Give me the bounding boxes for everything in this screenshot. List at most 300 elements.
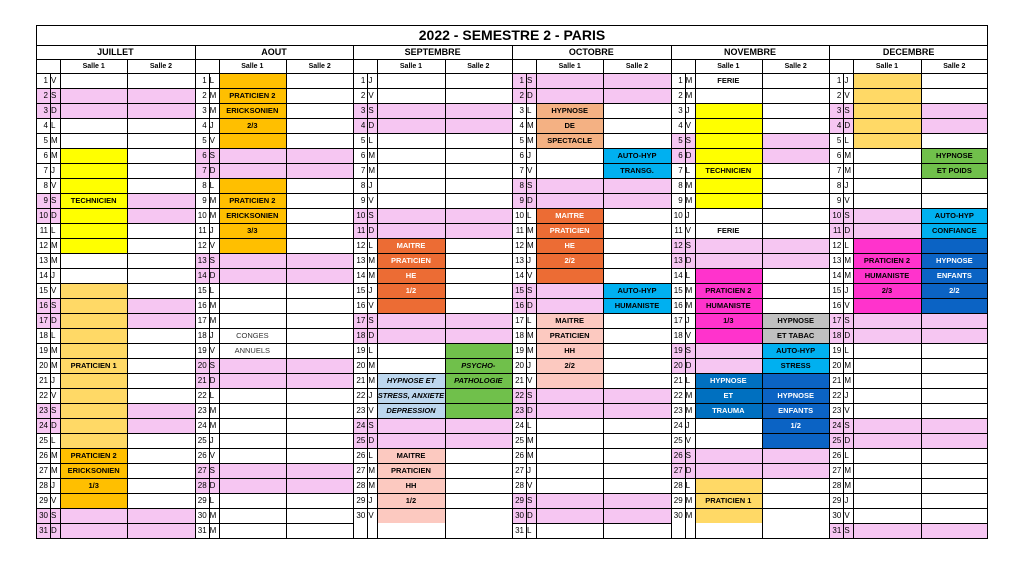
salle-slot	[445, 343, 512, 358]
day-of-week: M	[685, 283, 695, 298]
session-label: MAITRE	[396, 451, 426, 460]
salle-slot	[536, 508, 603, 523]
day-of-week: M	[843, 478, 853, 493]
day-number: 17	[671, 313, 685, 328]
salle-slot	[853, 118, 920, 133]
salle-slot	[445, 148, 512, 163]
day-of-week: V	[367, 193, 377, 208]
salle-slot	[219, 523, 286, 538]
day-of-week: M	[367, 358, 377, 373]
day-number: 17	[353, 313, 367, 328]
session-label: 2/2	[949, 286, 960, 295]
session-label: ET	[723, 391, 734, 400]
day-of-week: D	[843, 328, 853, 343]
salle-slot	[127, 163, 194, 178]
grid-line	[512, 59, 671, 60]
day-number: 8	[829, 178, 843, 193]
day-of-week: J	[843, 73, 853, 88]
day-of-week: M	[526, 433, 536, 448]
day-number: 21	[829, 373, 843, 388]
session-label: ENFANTS	[936, 271, 972, 280]
day-of-week: L	[685, 268, 695, 283]
day-of-week: D	[209, 163, 219, 178]
day-of-week: D	[50, 208, 60, 223]
salle-slot	[60, 373, 127, 388]
day-of-week: D	[685, 358, 695, 373]
day-number: 22	[829, 388, 843, 403]
grid-line	[671, 59, 830, 60]
salle-slot	[127, 358, 194, 373]
day-number: 30	[671, 508, 685, 523]
salle-slot	[921, 508, 988, 523]
day-number: 16	[671, 298, 685, 313]
day-of-week: J	[50, 373, 60, 388]
day-number: 11	[829, 223, 843, 238]
salle-slot	[127, 283, 194, 298]
day-of-week: S	[209, 463, 219, 478]
day-number: 24	[829, 418, 843, 433]
day-number: 26	[36, 448, 50, 463]
day-of-week: J	[50, 478, 60, 493]
day-of-week: M	[367, 253, 377, 268]
salle-slot	[695, 208, 762, 223]
day-number: 28	[829, 478, 843, 493]
session-label: MAITRE	[555, 211, 585, 220]
salle-slot	[853, 478, 920, 493]
day-of-week: M	[685, 178, 695, 193]
salle-slot	[445, 403, 512, 418]
day-number: 17	[36, 313, 50, 328]
salle-slot	[853, 103, 920, 118]
salle-slot	[853, 208, 920, 223]
salle-slot	[127, 223, 194, 238]
day-of-week: L	[843, 133, 853, 148]
salle-slot	[286, 403, 353, 418]
day-number: 9	[671, 193, 685, 208]
salle-slot	[286, 493, 353, 508]
day-of-week: J	[843, 283, 853, 298]
salle-slot	[286, 508, 353, 523]
salle-slot	[286, 208, 353, 223]
salle-slot	[60, 358, 127, 373]
day-number: 5	[512, 133, 526, 148]
salle-slot	[127, 73, 194, 88]
salle-header: Salle 2	[308, 62, 331, 70]
day-of-week: V	[685, 118, 695, 133]
day-number: 12	[829, 238, 843, 253]
day-number: 13	[829, 253, 843, 268]
salle-slot	[286, 238, 353, 253]
day-number: 11	[36, 223, 50, 238]
day-number: 14	[512, 268, 526, 283]
salle-slot	[445, 358, 512, 373]
salle-slot	[60, 313, 127, 328]
salle-slot	[286, 523, 353, 538]
day-of-week: S	[843, 103, 853, 118]
salle-slot	[377, 133, 444, 148]
day-number: 29	[195, 493, 209, 508]
grid-line	[685, 73, 686, 538]
salle-slot	[762, 208, 829, 223]
salle-slot	[853, 463, 920, 478]
grid-line	[36, 59, 195, 60]
salle-slot	[921, 358, 988, 373]
salle-slot	[127, 133, 194, 148]
salle-slot	[286, 358, 353, 373]
day-of-week: D	[367, 223, 377, 238]
day-number: 21	[36, 373, 50, 388]
day-number: 15	[195, 283, 209, 298]
salle-slot	[377, 508, 444, 523]
salle-slot	[377, 433, 444, 448]
salle-slot	[286, 178, 353, 193]
day-number: 2	[36, 88, 50, 103]
salle-slot	[603, 343, 670, 358]
salle-slot	[695, 388, 762, 403]
salle-slot	[853, 508, 920, 523]
salle-slot	[695, 433, 762, 448]
salle-slot	[127, 523, 194, 538]
salle-slot	[536, 403, 603, 418]
salle-slot	[60, 163, 127, 178]
day-number: 12	[671, 238, 685, 253]
day-of-week: D	[526, 508, 536, 523]
salle-slot	[377, 463, 444, 478]
salle-slot	[853, 133, 920, 148]
day-of-week: J	[367, 388, 377, 403]
grid-line	[286, 59, 287, 538]
day-number: 11	[671, 223, 685, 238]
salle-slot	[921, 223, 988, 238]
salle-slot	[286, 223, 353, 238]
day-number: 28	[512, 478, 526, 493]
salle-slot	[219, 148, 286, 163]
session-label: PSYCHO-	[461, 361, 496, 370]
grid-line	[512, 45, 513, 538]
day-of-week: S	[50, 508, 60, 523]
day-of-week: V	[367, 403, 377, 418]
day-of-week: M	[685, 298, 695, 313]
day-number: 15	[512, 283, 526, 298]
salle-slot	[286, 298, 353, 313]
salle-slot	[603, 118, 670, 133]
day-of-week: L	[50, 223, 60, 238]
day-number: 29	[353, 493, 367, 508]
salle-slot	[536, 238, 603, 253]
session-label: PRATICIEN	[391, 466, 431, 475]
day-number: 23	[829, 403, 843, 418]
salle-slot	[377, 238, 444, 253]
salle-header: Salle 2	[784, 62, 807, 70]
salle-slot	[445, 133, 512, 148]
day-number: 27	[353, 463, 367, 478]
salle-slot	[762, 163, 829, 178]
day-number: 3	[829, 103, 843, 118]
day-number: 23	[36, 403, 50, 418]
salle-slot	[603, 403, 670, 418]
salle-slot	[536, 358, 603, 373]
day-number: 9	[829, 193, 843, 208]
session-label: PRATICIEN 2	[229, 91, 276, 100]
day-of-week: V	[50, 73, 60, 88]
salle-slot	[853, 388, 920, 403]
salle-slot	[127, 343, 194, 358]
day-number: 10	[829, 208, 843, 223]
day-number: 26	[512, 448, 526, 463]
day-of-week: J	[526, 358, 536, 373]
day-of-week: D	[685, 463, 695, 478]
salle-header: Salle 1	[875, 62, 899, 70]
day-of-week: S	[209, 253, 219, 268]
session-label: TECHNICIEN	[705, 166, 752, 175]
salle-slot	[60, 493, 127, 508]
salle-slot	[536, 448, 603, 463]
day-of-week: V	[685, 433, 695, 448]
session-label: HE	[405, 271, 417, 280]
grid-line	[209, 73, 210, 538]
salle-slot	[695, 118, 762, 133]
salle-header: Salle 1	[558, 62, 581, 70]
salle-slot	[603, 88, 670, 103]
grid-line	[829, 45, 830, 538]
day-number: 1	[195, 73, 209, 88]
day-of-week: V	[843, 403, 853, 418]
day-number: 22	[353, 388, 367, 403]
salle-slot	[286, 448, 353, 463]
day-number: 29	[512, 493, 526, 508]
grid-line	[36, 25, 988, 26]
salle-slot	[127, 253, 194, 268]
day-of-week: M	[526, 133, 536, 148]
salle-slot	[219, 463, 286, 478]
day-of-week: L	[685, 373, 695, 388]
grid-line	[353, 45, 354, 538]
salle-slot	[921, 193, 988, 208]
day-number: 18	[512, 328, 526, 343]
salle-slot	[219, 493, 286, 508]
day-of-week: V	[843, 508, 853, 523]
salle-slot	[219, 238, 286, 253]
salle-slot	[853, 358, 920, 373]
salle-slot	[127, 208, 194, 223]
grid-line	[843, 73, 844, 538]
salle-slot	[377, 103, 444, 118]
day-of-week: J	[843, 493, 853, 508]
day-of-week: L	[50, 118, 60, 133]
salle-slot	[921, 478, 988, 493]
day-of-week: S	[685, 133, 695, 148]
day-of-week: S	[209, 358, 219, 373]
day-number: 25	[512, 433, 526, 448]
day-of-week: J	[209, 118, 219, 133]
day-of-week: L	[50, 328, 60, 343]
day-of-week: M	[50, 238, 60, 253]
salle-slot	[603, 493, 670, 508]
salle-slot	[127, 103, 194, 118]
salle-slot	[536, 328, 603, 343]
grid-line	[195, 59, 354, 60]
salle-slot	[127, 463, 194, 478]
day-number: 20	[671, 358, 685, 373]
day-of-week: V	[685, 328, 695, 343]
salle-slot	[695, 463, 762, 478]
day-number: 30	[512, 508, 526, 523]
salle-slot	[377, 328, 444, 343]
grid-line	[987, 25, 988, 538]
day-of-week: M	[50, 253, 60, 268]
day-number: 31	[195, 523, 209, 538]
salle-slot	[921, 283, 988, 298]
day-number: 4	[671, 118, 685, 133]
salle-slot	[60, 508, 127, 523]
salle-slot	[762, 88, 829, 103]
salle-slot	[921, 298, 988, 313]
salle-slot	[445, 283, 512, 298]
salle-slot	[853, 328, 920, 343]
salle-slot	[853, 163, 920, 178]
salle-slot	[127, 373, 194, 388]
salle-slot	[921, 403, 988, 418]
day-of-week: L	[209, 283, 219, 298]
day-number: 21	[671, 373, 685, 388]
salle-slot	[219, 418, 286, 433]
session-label: ENFANTS	[778, 406, 814, 415]
day-of-week: S	[526, 493, 536, 508]
day-of-week: M	[685, 73, 695, 88]
salle-slot	[603, 358, 670, 373]
salle-slot	[219, 133, 286, 148]
day-of-week: S	[367, 418, 377, 433]
salle-slot	[60, 448, 127, 463]
day-number: 9	[353, 193, 367, 208]
day-number: 14	[353, 268, 367, 283]
day-number: 21	[353, 373, 367, 388]
salle-slot	[762, 508, 829, 523]
day-number: 15	[36, 283, 50, 298]
salle-slot	[377, 268, 444, 283]
day-of-week: L	[209, 388, 219, 403]
salle-slot	[603, 268, 670, 283]
day-of-week: M	[685, 88, 695, 103]
day-of-week: M	[685, 388, 695, 403]
salle-slot	[695, 268, 762, 283]
salle-slot	[762, 118, 829, 133]
day-number: 6	[36, 148, 50, 163]
salle-slot	[377, 478, 444, 493]
day-of-week: J	[685, 418, 695, 433]
day-of-week: V	[367, 298, 377, 313]
day-of-week: M	[526, 448, 536, 463]
salle-slot	[921, 133, 988, 148]
day-of-week: L	[843, 343, 853, 358]
salle-slot	[603, 418, 670, 433]
salle-slot	[536, 103, 603, 118]
session-label: 1/3	[88, 481, 99, 490]
grid-line	[829, 59, 988, 60]
day-of-week: D	[209, 478, 219, 493]
day-of-week: S	[843, 208, 853, 223]
salle-slot	[695, 493, 762, 508]
day-of-week: V	[526, 268, 536, 283]
salle-slot	[219, 73, 286, 88]
day-of-week: S	[685, 448, 695, 463]
day-of-week: L	[685, 478, 695, 493]
day-number: 28	[36, 478, 50, 493]
salle-slot	[921, 148, 988, 163]
salle-slot	[603, 193, 670, 208]
session-label: MAITRE	[396, 241, 426, 250]
salle-slot	[127, 238, 194, 253]
day-number: 9	[36, 193, 50, 208]
grid-line	[695, 59, 696, 538]
salle-slot	[603, 448, 670, 463]
salle-slot	[853, 343, 920, 358]
day-number: 5	[829, 133, 843, 148]
day-number: 4	[195, 118, 209, 133]
day-of-week: J	[209, 223, 219, 238]
day-of-week: M	[367, 148, 377, 163]
salle-slot	[695, 148, 762, 163]
salle-slot	[853, 523, 920, 538]
day-number: 29	[36, 493, 50, 508]
day-of-week: M	[843, 253, 853, 268]
salle-slot	[445, 193, 512, 208]
day-of-week: S	[685, 343, 695, 358]
day-number: 20	[353, 358, 367, 373]
salle-slot	[127, 148, 194, 163]
session-label: HUMANISTE	[864, 271, 910, 280]
salle-slot	[603, 148, 670, 163]
day-number: 12	[353, 238, 367, 253]
day-number: 28	[353, 478, 367, 493]
salle-slot	[377, 118, 444, 133]
day-of-week: M	[367, 478, 377, 493]
day-of-week: L	[843, 448, 853, 463]
day-number: 11	[195, 223, 209, 238]
salle-slot	[445, 463, 512, 478]
salle-slot	[60, 418, 127, 433]
day-number: 19	[353, 343, 367, 358]
salle-slot	[695, 448, 762, 463]
day-number: 27	[829, 463, 843, 478]
salle-slot	[445, 223, 512, 238]
day-number: 19	[195, 343, 209, 358]
salle-slot	[127, 433, 194, 448]
salle-slot	[603, 208, 670, 223]
session-label: PATHOLOGIE	[454, 376, 503, 385]
day-number: 12	[512, 238, 526, 253]
day-number: 13	[512, 253, 526, 268]
grid-line	[36, 73, 988, 74]
salle-slot	[286, 73, 353, 88]
day-number: 18	[829, 328, 843, 343]
day-number: 27	[671, 463, 685, 478]
session-label: HE	[564, 241, 575, 250]
day-of-week: D	[526, 403, 536, 418]
salle-slot	[762, 148, 829, 163]
day-of-week: V	[50, 493, 60, 508]
day-of-week: L	[526, 313, 536, 328]
salle-slot	[921, 418, 988, 433]
salle-slot	[127, 118, 194, 133]
salle-slot	[445, 268, 512, 283]
salle-slot	[695, 88, 762, 103]
salle-slot	[377, 88, 444, 103]
day-number: 19	[829, 343, 843, 358]
day-of-week: J	[685, 313, 695, 328]
salle-slot	[695, 133, 762, 148]
day-of-week: J	[367, 493, 377, 508]
